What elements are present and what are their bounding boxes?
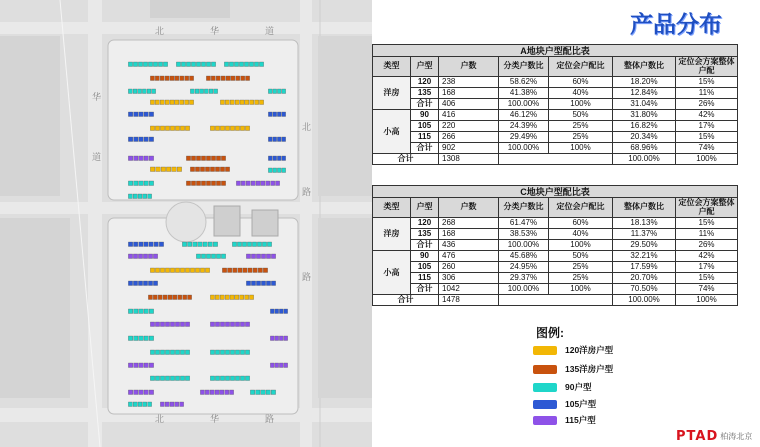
total-cell: 100.00%	[613, 295, 676, 306]
table-cell: 24.39%	[499, 121, 549, 132]
building-block	[182, 242, 217, 247]
total-cell: 100%	[676, 154, 738, 165]
building-block	[128, 137, 153, 142]
table-cell: 40%	[549, 88, 613, 99]
table-row	[373, 262, 738, 273]
building-block	[128, 242, 163, 247]
table-cell: 100.00%	[499, 143, 549, 154]
table-row	[373, 77, 738, 88]
building-block	[128, 363, 153, 368]
group-cell: 小高	[373, 110, 411, 154]
table-cell: 17%	[676, 262, 738, 273]
unit-type-cell: 135	[411, 88, 439, 99]
table-cell: 12.84%	[613, 88, 676, 99]
table-row	[373, 110, 738, 121]
table-cell: 60%	[549, 77, 613, 88]
logo-name: 柏涛北京	[720, 431, 753, 441]
table-cell: 40%	[549, 229, 613, 240]
table-cell: 11%	[676, 88, 738, 99]
table-cell: 15%	[676, 218, 738, 229]
table-title: C地块户型配比表	[373, 186, 738, 198]
unit-type-cell: 115	[411, 132, 439, 143]
table-cell: 260	[439, 262, 499, 273]
table-cell: 220	[439, 121, 499, 132]
column-header: 定位会户配比	[549, 198, 613, 218]
table-cell: 41.38%	[499, 88, 549, 99]
legend-item-105	[533, 398, 633, 412]
unit-type-cell: 90	[411, 110, 439, 121]
building-block	[200, 390, 233, 395]
table-cell: 100.00%	[499, 240, 549, 251]
legend-swatch	[533, 416, 557, 425]
column-header: 整体户数比	[613, 57, 676, 77]
table-cell: 100%	[549, 143, 613, 154]
table-cell: 266	[439, 132, 499, 143]
table-body	[373, 77, 738, 165]
legend-label: 135洋房户型	[565, 364, 614, 374]
table-cell: 100%	[549, 240, 613, 251]
total-cell: 1308	[439, 154, 499, 165]
building-block	[160, 402, 183, 407]
total-cell	[499, 295, 613, 306]
table-cell: 902	[439, 143, 499, 154]
total-cell: 合计	[373, 295, 439, 306]
building-block	[128, 194, 151, 199]
legend-item-135	[533, 363, 633, 377]
unit-type-cell: 合计	[411, 143, 439, 154]
table-cell: 306	[439, 273, 499, 284]
road-label: 北	[302, 123, 312, 133]
table-cell: 26%	[676, 240, 738, 251]
legend-label: 105户型	[565, 399, 597, 409]
table-row	[373, 132, 738, 143]
building-block	[128, 390, 153, 395]
legend-swatch	[533, 400, 557, 409]
table-cell: 436	[439, 240, 499, 251]
table-cell: 31.04%	[613, 99, 676, 110]
building-block	[128, 309, 153, 314]
table-cell: 100%	[549, 284, 613, 295]
building-block	[128, 402, 151, 407]
legend-label: 120洋房户型	[565, 345, 614, 355]
table-cell: 60%	[549, 218, 613, 229]
table-cell: 38.53%	[499, 229, 549, 240]
table-c	[372, 185, 738, 306]
table-cell: 42%	[676, 251, 738, 262]
column-header: 定位会方案整体户配	[676, 198, 738, 218]
legend-item-120	[533, 344, 633, 358]
table-cell: 25%	[549, 273, 613, 284]
table-a	[372, 44, 738, 165]
table-cell: 1042	[439, 284, 499, 295]
total-cell	[499, 154, 613, 165]
table-cell: 46.12%	[499, 110, 549, 121]
unit-type-cell: 合计	[411, 240, 439, 251]
group-cell: 洋房	[373, 77, 411, 110]
building-block	[220, 100, 263, 105]
table-cell: 15%	[676, 132, 738, 143]
group-cell: 洋房	[373, 218, 411, 251]
table-cell: 18.13%	[613, 218, 676, 229]
table-cell: 168	[439, 88, 499, 99]
table-cell: 406	[439, 99, 499, 110]
building-block	[210, 295, 253, 300]
road-label: 道	[265, 27, 275, 37]
site-plan	[0, 0, 372, 447]
table-cell: 15%	[676, 273, 738, 284]
table-cell: 17%	[676, 121, 738, 132]
road-label: 路	[302, 273, 312, 283]
column-header: 分类户数比	[499, 57, 549, 77]
legend-title: 图例:	[536, 326, 564, 340]
unit-type-cell: 105	[411, 121, 439, 132]
table-cell: 24.95%	[499, 262, 549, 273]
table-row	[373, 229, 738, 240]
table-cell: 50%	[549, 110, 613, 121]
table-row	[373, 273, 738, 284]
column-header: 整体户数比	[613, 198, 676, 218]
total-cell: 1478	[439, 295, 499, 306]
column-header: 户数	[439, 198, 499, 218]
total-cell: 100.00%	[613, 154, 676, 165]
table-cell: 476	[439, 251, 499, 262]
building-block	[250, 390, 275, 395]
table-cell: 100%	[549, 99, 613, 110]
table-cell: 68.96%	[613, 143, 676, 154]
table-cell: 17.59%	[613, 262, 676, 273]
logo-mark: PTAD	[676, 428, 719, 444]
table-cell: 58.62%	[499, 77, 549, 88]
total-row	[373, 295, 738, 306]
table-cell: 29.50%	[613, 240, 676, 251]
table-row	[373, 240, 738, 251]
table-cell: 50%	[549, 251, 613, 262]
page-title: 产品分布	[612, 10, 740, 40]
table-cell: 45.68%	[499, 251, 549, 262]
column-header: 分类户数比	[499, 198, 549, 218]
legend-swatch	[533, 365, 557, 374]
column-header: 类型	[373, 198, 411, 218]
table-cell: 70.50%	[613, 284, 676, 295]
total-cell: 100%	[676, 295, 738, 306]
building-block	[206, 76, 249, 81]
table-cell: 168	[439, 229, 499, 240]
building-block	[128, 112, 153, 117]
table-cell: 416	[439, 110, 499, 121]
road-label: 华	[210, 415, 220, 425]
road-label: 道	[92, 153, 102, 163]
table-cell: 31.80%	[613, 110, 676, 121]
unit-type-cell: 90	[411, 251, 439, 262]
road-label: 路	[302, 188, 312, 198]
building-block	[128, 336, 153, 341]
road-label: 华	[210, 27, 220, 37]
legend-item-115	[533, 414, 633, 428]
table-cell: 18.20%	[613, 77, 676, 88]
road-label: 北	[155, 415, 165, 425]
legend-label: 90户型	[565, 382, 592, 392]
table-row	[373, 121, 738, 132]
total-cell: 合计	[373, 154, 439, 165]
table-cell: 26%	[676, 99, 738, 110]
column-header: 户数	[439, 57, 499, 77]
road-label: 华	[92, 93, 102, 103]
table-cell: 268	[439, 218, 499, 229]
table-body	[373, 218, 738, 306]
column-header: 定位会方案整体户配	[676, 57, 738, 77]
unit-type-cell: 135	[411, 229, 439, 240]
table-row	[373, 251, 738, 262]
unit-type-cell: 合计	[411, 99, 439, 110]
table-cell: 32.21%	[613, 251, 676, 262]
building-block	[236, 181, 279, 186]
column-header: 类型	[373, 57, 411, 77]
legend-swatch	[533, 383, 557, 392]
building-block	[148, 295, 191, 300]
table-cell: 15%	[676, 77, 738, 88]
table-cell: 29.37%	[499, 273, 549, 284]
legend-label: 115户型	[565, 415, 596, 425]
table-cell: 100.00%	[499, 284, 549, 295]
table-cell: 61.47%	[499, 218, 549, 229]
table-cell: 16.82%	[613, 121, 676, 132]
table-cell: 29.49%	[499, 132, 549, 143]
column-header: 定位会户配比	[549, 57, 613, 77]
road-label: 北	[155, 27, 165, 37]
legend-swatch	[533, 346, 557, 355]
unit-type-cell: 120	[411, 77, 439, 88]
table-row	[373, 88, 738, 99]
table-row	[373, 218, 738, 229]
column-header: 户型	[411, 198, 439, 218]
road-label: 路	[265, 415, 275, 425]
table-cell: 20.34%	[613, 132, 676, 143]
unit-type-cell: 105	[411, 262, 439, 273]
building-block	[150, 100, 193, 105]
table-cell: 20.70%	[613, 273, 676, 284]
table-cell: 11.37%	[613, 229, 676, 240]
site-plan-drawing	[0, 0, 372, 447]
building-block	[128, 181, 153, 186]
legend-item-90	[533, 381, 633, 395]
table-row	[373, 284, 738, 295]
table-cell: 25%	[549, 121, 613, 132]
building-block	[150, 76, 193, 81]
table-cell: 42%	[676, 110, 738, 121]
table-cell: 11%	[676, 229, 738, 240]
table-cell: 238	[439, 77, 499, 88]
column-header: 户型	[411, 57, 439, 77]
table-title: A地块户型配比表	[373, 45, 738, 57]
unit-type-cell: 合计	[411, 284, 439, 295]
table-cell: 25%	[549, 132, 613, 143]
table-row	[373, 143, 738, 154]
building-block	[222, 268, 267, 273]
table-cell: 74%	[676, 284, 738, 295]
building-block	[128, 156, 153, 161]
table-row	[373, 99, 738, 110]
group-cell: 小高	[373, 251, 411, 295]
table-cell: 25%	[549, 262, 613, 273]
table-cell: 74%	[676, 143, 738, 154]
unit-type-cell: 115	[411, 273, 439, 284]
unit-type-cell: 120	[411, 218, 439, 229]
company-logo	[676, 428, 752, 444]
total-row	[373, 154, 738, 165]
table-cell: 100.00%	[499, 99, 549, 110]
